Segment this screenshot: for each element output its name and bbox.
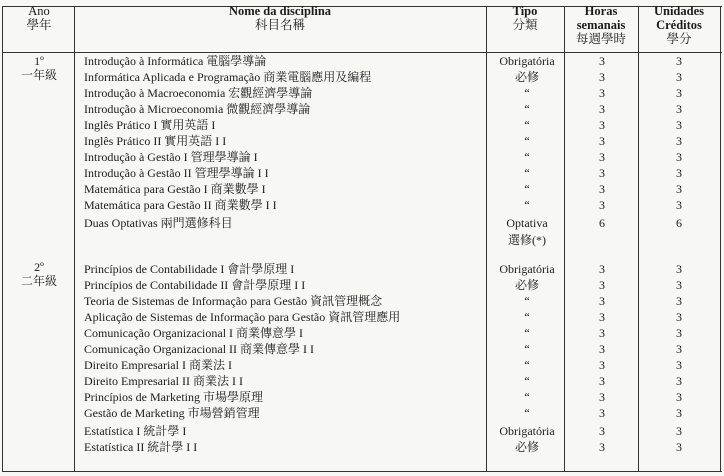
course-name: Informática Aplicada e Programação 商業電腦應用及編程 — [84, 70, 372, 84]
course-name: Princípios de Contabilidade II 會計學原理 I I — [84, 278, 306, 292]
course-type: 必修 — [514, 70, 539, 84]
table-row — [0, 342, 724, 356]
course-credits: 3 — [676, 358, 682, 372]
table-row — [0, 54, 724, 68]
course-type: Obrigatória — [499, 54, 555, 68]
table-row — [0, 294, 724, 308]
course-name: Teoria de Sistemas de Informação para Gestão 資訊管理概念 — [84, 294, 383, 308]
course-hours: 3 — [599, 326, 605, 340]
table-row — [0, 374, 724, 388]
header-divider — [2, 52, 722, 53]
course-credits: 3 — [676, 278, 682, 292]
course-hours: 3 — [599, 358, 605, 372]
course-name: Inglês Prático II 實用英語 I I — [84, 134, 227, 148]
course-name: Estatística II 統計學 I I — [84, 440, 198, 454]
course-hours: 3 — [599, 102, 605, 116]
course-name: Gestão de Marketing 市場營銷管理 — [84, 406, 260, 420]
course-credits: 3 — [676, 86, 682, 100]
table-row — [0, 182, 724, 196]
table-row — [0, 406, 724, 420]
course-type: 必修 — [514, 278, 539, 292]
course-type: 選修(*) — [508, 233, 546, 247]
course-credits: 3 — [676, 198, 682, 212]
year-label-1: 1º 一年級 — [20, 54, 57, 82]
header-ano: Ano 學年 — [26, 4, 52, 32]
course-hours: 3 — [599, 440, 605, 454]
course-hours: 3 — [599, 182, 605, 196]
table-row — [0, 70, 724, 84]
course-name: Introdução à Gestão II 管理學導論 I I — [84, 166, 269, 180]
course-hours: 3 — [599, 150, 605, 164]
course-credits: 3 — [676, 424, 682, 438]
header-tipo: Tipo 分類 — [512, 4, 538, 32]
table-row — [0, 166, 724, 180]
course-name: Duas Optativas 兩門選修科目 — [84, 216, 233, 230]
course-name: Introdução à Informática 電腦學導論 — [84, 54, 267, 68]
course-credits: 3 — [676, 54, 682, 68]
course-credits: 3 — [676, 182, 682, 196]
course-hours: 3 — [599, 406, 605, 420]
course-hours: 3 — [599, 54, 605, 68]
table-row — [0, 198, 724, 212]
course-hours: 3 — [599, 374, 605, 388]
course-hours: 3 — [599, 390, 605, 404]
course-hours: 3 — [599, 294, 605, 308]
course-name: Comunicação Organizacional II 商業傳意學 I I — [84, 342, 315, 356]
course-credits: 3 — [676, 374, 682, 388]
course-credits: 3 — [676, 440, 682, 454]
table-border-bottom — [2, 471, 722, 472]
table-row — [0, 102, 724, 116]
course-hours: 3 — [599, 86, 605, 100]
course-name: Matemática para Gestão I 商業數學 I — [84, 182, 266, 196]
course-type: “ — [524, 342, 530, 356]
course-credits: 3 — [676, 70, 682, 84]
course-name: Matemática para Gestão II 商業數學 I I — [84, 198, 277, 212]
course-type: Optativa — [506, 216, 548, 230]
table-row — [0, 86, 724, 100]
course-name: Comunicação Organizacional I 商業傳意學 I — [84, 326, 304, 340]
course-hours: 3 — [599, 166, 605, 180]
table-row — [0, 326, 724, 340]
course-hours: 3 — [599, 424, 605, 438]
course-type: Obrigatória — [499, 262, 555, 276]
header-horas: Horas semanais 每週學時 — [575, 4, 626, 46]
course-type: “ — [524, 182, 530, 196]
course-type: “ — [524, 150, 530, 164]
course-type: “ — [524, 134, 530, 148]
table-row — [0, 310, 724, 324]
course-type: “ — [524, 326, 530, 340]
course-hours: 3 — [599, 262, 605, 276]
course-hours: 3 — [599, 70, 605, 84]
course-type: “ — [524, 390, 530, 404]
course-credits: 3 — [676, 118, 682, 132]
course-type: “ — [524, 118, 530, 132]
course-hours: 3 — [599, 198, 605, 212]
course-name: Direito Empresarial II 商業法 I I — [84, 374, 243, 388]
course-credits: 6 — [676, 216, 682, 230]
course-credits: 3 — [676, 102, 682, 116]
table-row — [0, 424, 724, 438]
course-credits: 3 — [676, 134, 682, 148]
course-hours: 3 — [599, 342, 605, 356]
course-credits: 3 — [676, 294, 682, 308]
course-type: “ — [524, 406, 530, 420]
course-type: “ — [524, 166, 530, 180]
course-hours: 3 — [599, 310, 605, 324]
table-row — [0, 150, 724, 164]
header-disciplina: Nome da disciplina 科目名稱 — [228, 4, 332, 32]
course-hours: 6 — [599, 216, 605, 230]
course-credits: 3 — [676, 150, 682, 164]
table-row — [0, 233, 724, 247]
table-row — [0, 440, 724, 454]
course-type: “ — [524, 294, 530, 308]
course-name: Princípios de Marketing 市場學原理 — [84, 390, 263, 404]
course-credits: 3 — [676, 262, 682, 276]
course-type: Obrigatória — [499, 424, 555, 438]
course-name: Introdução à Macroeconomia 宏觀經濟學導論 — [84, 86, 313, 100]
year-label-2: 2º 二年級 — [20, 260, 57, 288]
course-name: Estatística I 統計學 I — [84, 424, 187, 438]
course-hours: 3 — [599, 278, 605, 292]
course-credits: 3 — [676, 326, 682, 340]
course-credits: 3 — [676, 390, 682, 404]
course-type: 必修 — [514, 440, 539, 454]
course-type: “ — [524, 358, 530, 372]
course-credits: 3 — [676, 310, 682, 324]
course-type: “ — [524, 310, 530, 324]
table-row — [0, 278, 724, 292]
course-hours: 3 — [599, 134, 605, 148]
course-type: “ — [524, 86, 530, 100]
course-credits: 3 — [676, 342, 682, 356]
course-name: Introdução à Microeconomia 微觀經濟學導論 — [84, 102, 311, 116]
table-row — [0, 262, 724, 276]
header-unidades: Unidades Créditos 學分 — [653, 4, 705, 46]
course-credits: 3 — [676, 406, 682, 420]
course-hours: 3 — [599, 118, 605, 132]
course-type: “ — [524, 198, 530, 212]
course-name: Direito Empresarial I 商業法 I — [84, 358, 232, 372]
course-name: Aplicação de Sistemas de Informação para Gestão 資訊管理應用 — [84, 310, 401, 324]
table-row — [0, 216, 724, 230]
course-name: Inglês Prático I 實用英語 I — [84, 118, 216, 132]
table-row — [0, 134, 724, 148]
course-credits: 3 — [676, 166, 682, 180]
table-row — [0, 390, 724, 404]
course-type: “ — [524, 374, 530, 388]
course-type: “ — [524, 102, 530, 116]
table-row — [0, 118, 724, 132]
course-name: Introdução à Gestão I 管理學導論 I — [84, 150, 258, 164]
table-row — [0, 358, 724, 372]
course-name: Princípios de Contabilidade I 會計學原理 I — [84, 262, 295, 276]
